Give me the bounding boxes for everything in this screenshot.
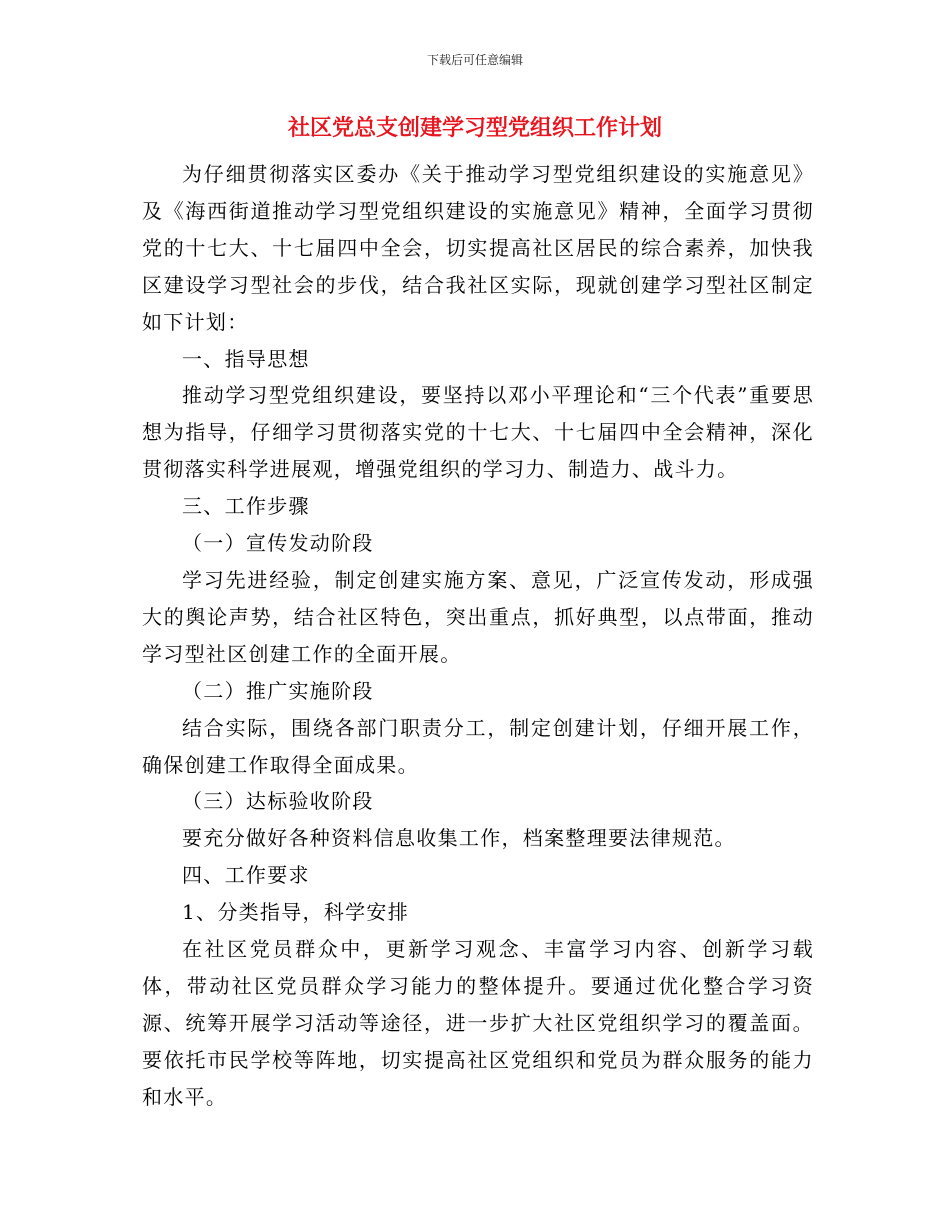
document-body bbox=[142, 156, 814, 1116]
subheading-implementation-stage: （二）推广实施阶段 bbox=[182, 678, 374, 703]
header-note: 下载后可任意编辑 bbox=[426, 53, 523, 67]
section-heading-guiding-ideology: 一、指导思想 bbox=[182, 346, 310, 371]
section-heading-work-requirements: 四、工作要求 bbox=[182, 863, 310, 888]
subheading-publicity-stage: （一）宣传发动阶段 bbox=[182, 531, 374, 556]
intro-paragraph: 为仔细贯彻落实区委办《关于推动学习型党组织建设的实施意见》及《海西街道推动学习型党组织建设的实施意见》精神，全面学习贯彻党的十七大、十七届四中全会，切实提高社区居民的综合素养，加快我区建设学习型社会的步伐，结合我社区实际，现就创建学习型社区制定如下计划： bbox=[142, 162, 814, 334]
classified-guidance-paragraph: 在社区党员群众中，更新学习观念、丰富学习内容、创新学习载体，带动社区党员群众学习能力的整体提升。要通过优化整合学习资源、统筹开展学习活动等途径，进一步扩大社区党组织学习的覆盖面。要依托市民学校等阵地，切实提高社区党组织和党员为群众服务的能力和水平。 bbox=[142, 937, 814, 1109]
guiding-ideology-paragraph: 推动学习型党组织建设，要坚持以邓小平理论和“三个代表”重要思想为指导，仔细学习贯彻落实党的十七大、十七届四中全会精神，深化贯彻落实科学进展观，增强党组织的学习力、制造力、战斗力。 bbox=[142, 383, 814, 482]
implementation-stage-paragraph: 结合实际，围绕各部门职责分工，制定创建计划，仔细开展工作，确保创建工作取得全面成果。 bbox=[142, 715, 814, 777]
section-heading-work-steps: 三、工作步骤 bbox=[182, 494, 310, 519]
acceptance-stage-paragraph: 要充分做好各种资料信息收集工作，档案整理要法律规范。 bbox=[182, 826, 736, 851]
subheading-acceptance-stage: （三）达标验收阶段 bbox=[182, 789, 374, 814]
subheading-classified-guidance: 1、分类指导，科学安排 bbox=[182, 900, 410, 925]
document-title: 社区党总支创建学习型党组织工作计划 bbox=[287, 115, 662, 141]
publicity-stage-paragraph: 学习先进经验，制定创建实施方案、意见，广泛宣传发动，形成强大的舆论声势，结合社区特色，突出重点，抓好典型，以点带面，推动学习型社区创建工作的全面开展。 bbox=[142, 567, 814, 666]
